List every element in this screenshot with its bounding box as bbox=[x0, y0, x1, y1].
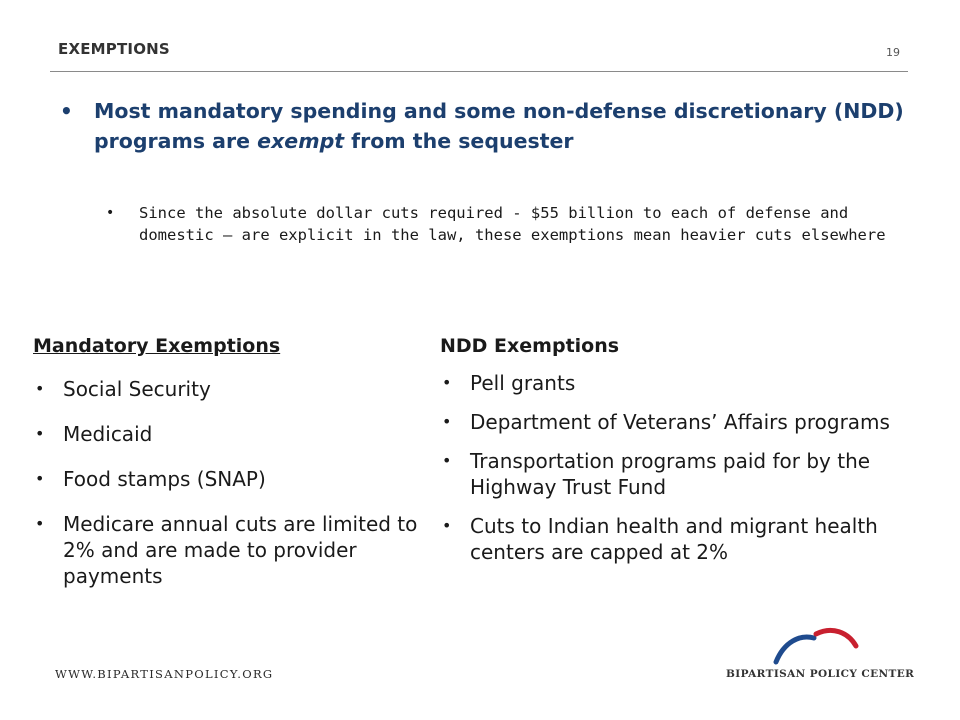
list-item bbox=[440, 409, 940, 435]
mandatory-exemptions-column bbox=[33, 330, 433, 608]
list-item bbox=[33, 511, 433, 589]
bullet-icon: • bbox=[60, 99, 73, 123]
list-item-text: Department of Veterans’ Affairs programs bbox=[470, 410, 890, 434]
header-divider bbox=[50, 71, 908, 72]
list-item-text: Food stamps (SNAP) bbox=[63, 467, 266, 491]
bullet-icon: • bbox=[442, 516, 452, 535]
logo-red-arc bbox=[816, 630, 856, 646]
logo-arcs-icon bbox=[770, 624, 860, 666]
ndd-exemptions-list bbox=[440, 370, 940, 565]
header-title: EXEMPTIONS bbox=[58, 40, 170, 58]
main-bullet-text-after: from the sequester bbox=[344, 129, 574, 153]
list-item-text: Social Security bbox=[63, 377, 211, 401]
main-bullet-text-before: Most mandatory spending and some non-defense discretionary (NDD) programs are bbox=[94, 99, 904, 153]
logo-blue-arc bbox=[776, 637, 814, 662]
bullet-icon: • bbox=[35, 379, 45, 398]
ndd-exemptions-title: NDD Exemptions bbox=[440, 335, 620, 357]
mandatory-exemptions-title: Mandatory Exemptions bbox=[33, 335, 281, 357]
list-item bbox=[33, 376, 433, 402]
footer-url: WWW.BIPARTISANPOLICY.ORG bbox=[55, 667, 274, 681]
sub-bullet bbox=[106, 202, 899, 246]
list-item bbox=[440, 513, 940, 565]
bullet-icon: • bbox=[35, 424, 45, 443]
list-item bbox=[440, 448, 940, 500]
page-number: 19 bbox=[886, 46, 900, 59]
bullet-icon: • bbox=[442, 412, 452, 431]
bipartisan-policy-center-logo bbox=[690, 624, 930, 680]
bullet-icon: • bbox=[106, 205, 115, 221]
mandatory-exemptions-list bbox=[33, 376, 433, 589]
list-item-text: Medicaid bbox=[63, 422, 153, 446]
list-item-text: Medicare annual cuts are limited to 2% and are made to provider payments bbox=[63, 512, 418, 588]
list-item bbox=[440, 370, 940, 396]
ndd-exemptions-column bbox=[440, 330, 940, 578]
list-item-text: Transportation programs paid for by the Highway Trust Fund bbox=[470, 449, 871, 499]
main-bullet-emphasis: exempt bbox=[257, 129, 345, 153]
bullet-icon: • bbox=[35, 514, 45, 533]
list-item-text: Pell grants bbox=[470, 371, 576, 395]
bullet-icon: • bbox=[442, 451, 452, 470]
bullet-icon: • bbox=[35, 469, 45, 488]
list-item bbox=[33, 421, 433, 447]
list-item bbox=[33, 466, 433, 492]
sub-bullet-text: Since the absolute dollar cuts required - $55 billion to each of defense and domestic – are explicit in the law, these exemptions mean heavier cuts elsewhere bbox=[139, 204, 886, 244]
main-bullet bbox=[60, 96, 914, 156]
bullet-icon: • bbox=[442, 373, 452, 392]
list-item-text: Cuts to Indian health and migrant health centers are capped at 2% bbox=[470, 514, 878, 564]
logo-text: BIPARTISAN POLICY CENTER bbox=[726, 668, 915, 680]
